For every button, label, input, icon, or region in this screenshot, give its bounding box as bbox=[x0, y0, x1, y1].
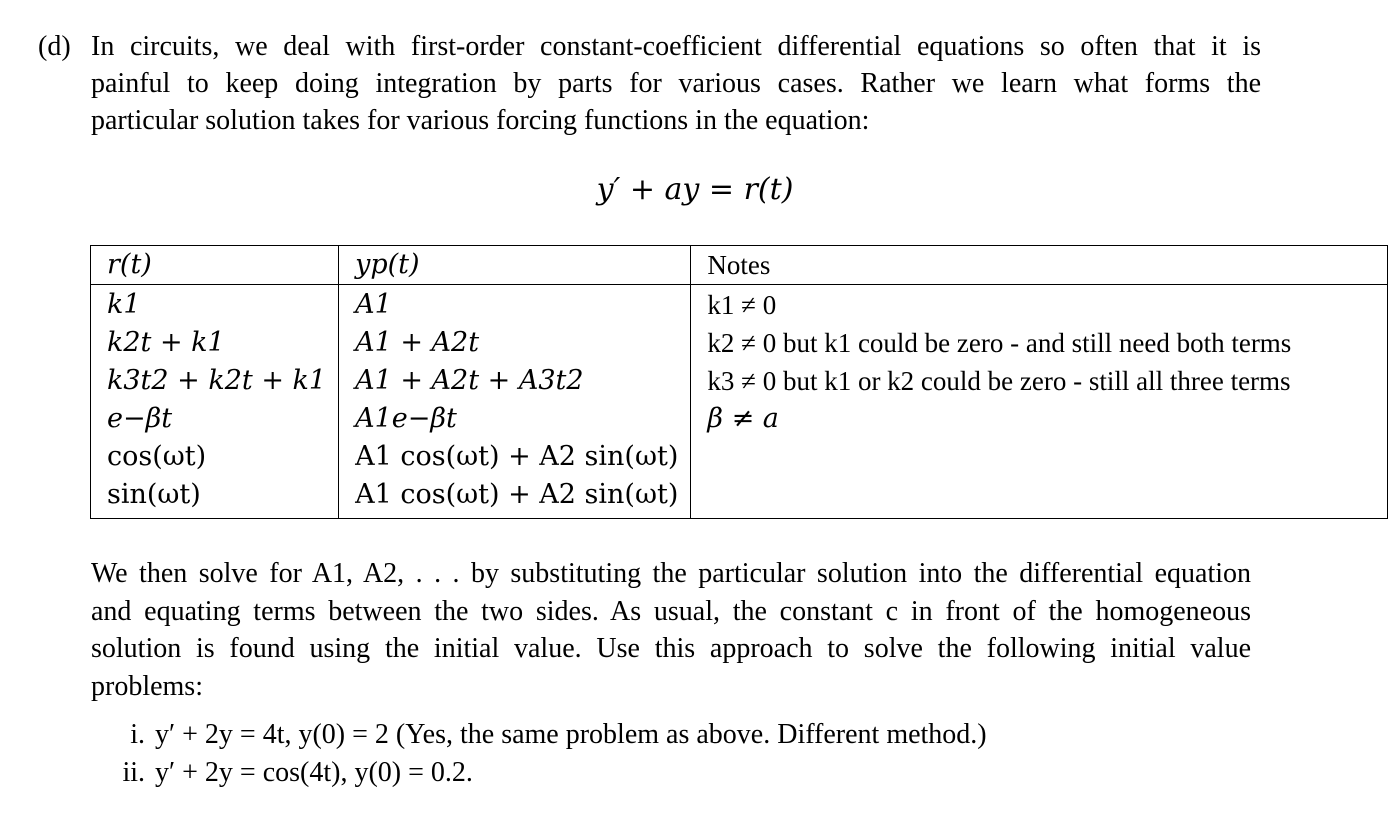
outro-line: We then solve for A1, A2, . . . by substituting the particular solution into the differential equation bbox=[91, 558, 1251, 589]
table-row bbox=[91, 285, 1388, 325]
header-yp bbox=[339, 246, 691, 285]
cell-notes: β ≠ a bbox=[707, 403, 779, 434]
table-header-row bbox=[91, 246, 1388, 285]
cell-yp: A1 bbox=[339, 285, 691, 325]
table-row bbox=[91, 362, 1388, 400]
problem-list bbox=[105, 716, 987, 792]
intro-paragraph bbox=[91, 28, 1261, 139]
cell-r: k1 bbox=[91, 285, 339, 325]
header-r-text: r(t) bbox=[107, 249, 152, 280]
table-row bbox=[91, 438, 1388, 476]
table-row bbox=[91, 476, 1388, 519]
intro-line: painful to keep doing integration by parts for various cases. Rather we learn what forms the bbox=[91, 68, 1261, 99]
cell-r: k3t2 + k2t + k1 bbox=[91, 362, 339, 400]
problem-item bbox=[105, 754, 987, 792]
cell-notes: k2 ≠ 0 but k1 could be zero - and still need both terms bbox=[707, 328, 1292, 358]
table-row bbox=[91, 324, 1388, 362]
cell-notes bbox=[691, 476, 1388, 519]
cell-r: e−βt bbox=[91, 400, 339, 438]
particular-solution-table bbox=[90, 245, 1388, 519]
cell-r: cos(ωt) bbox=[91, 438, 339, 476]
cell-yp: A1 cos(ωt) + A2 sin(ωt) bbox=[339, 438, 691, 476]
outro-line: and equating terms between the two sides. As usual, the constant c in front of the homogeneous bbox=[91, 595, 1251, 627]
cell-r: k2t + k1 bbox=[91, 324, 339, 362]
header-notes bbox=[691, 246, 1388, 285]
header-r bbox=[91, 246, 339, 285]
table-row bbox=[91, 400, 1388, 438]
outro-line: solution is found using the initial value. Use this approach to solve the following initial value bbox=[91, 633, 1251, 664]
cell-r: sin(ωt) bbox=[91, 476, 339, 519]
problem-text: y′ + 2y = 4t, y(0) = 2 (Yes, the same problem as above. Different method.) bbox=[155, 719, 987, 750]
cell-yp: A1 cos(ωt) + A2 sin(ωt) bbox=[339, 476, 691, 519]
outro-paragraph bbox=[91, 555, 1251, 705]
outro-line: problems: bbox=[91, 670, 203, 702]
problem-number: ii. bbox=[122, 757, 145, 788]
problem-number: i. bbox=[130, 719, 145, 750]
problem-item bbox=[105, 716, 987, 754]
cell-notes bbox=[691, 438, 1388, 476]
governing-equation: y′ + ay = r(t) bbox=[596, 172, 794, 207]
intro-line: particular solution takes for various forcing functions in the equation: bbox=[91, 105, 870, 136]
intro-line: In circuits, we deal with first-order constant-coefficient differential equations so often that it is bbox=[91, 31, 1261, 62]
header-yp-text: yp(t) bbox=[355, 249, 420, 280]
problem-text: y′ + 2y = cos(4t), y(0) = 0.2. bbox=[155, 757, 473, 788]
header-notes-text: Notes bbox=[707, 250, 771, 280]
cell-yp: A1e−βt bbox=[339, 400, 691, 438]
cell-notes: k3 ≠ 0 but k1 or k2 could be zero - still all three terms bbox=[707, 366, 1291, 396]
item-label: (d) bbox=[38, 31, 71, 62]
cell-yp: A1 + A2t + A3t2 bbox=[339, 362, 691, 400]
cell-yp: A1 + A2t bbox=[339, 324, 691, 362]
cell-notes: k1 ≠ 0 bbox=[707, 290, 777, 320]
